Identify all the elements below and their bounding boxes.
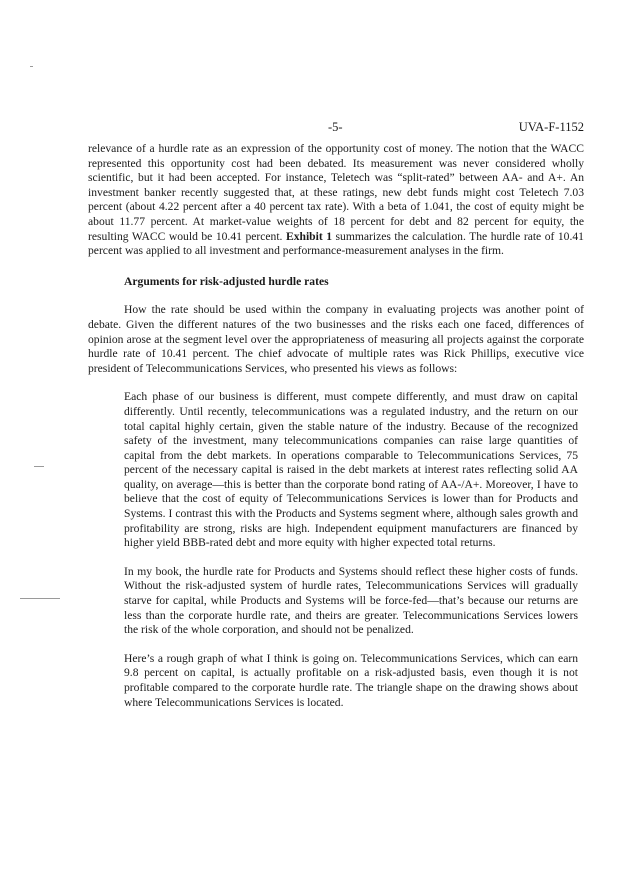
document-id: UVA-F-1152 bbox=[518, 120, 584, 134]
paragraph-text: summarizes the calculation. The hurdle rate of 10.41 percent was applied to all investment and performance-measurement analyses in the firm. bbox=[88, 229, 584, 258]
page-number: -5- bbox=[328, 120, 343, 134]
block-quote: Each phase of our business is different, must compete differently, and must draw on capital differently. Until recently, telecommunications was a regulated industry, and the return on our total capital highly certain, given the stable nature of the industry. Because of the recognized safety of the investment, many telecommunications companies can raise large quantities of capital from the debt markets. In operations comparable to Telecommunications Services, 75 percent of the necessary capital is raised in the debt markets at interest rates reflecting solid AA quality, on average—this is better than the corporate bond rating of AA-/A+. Moreover, I have to believe that the cost of equity of Telecommunications Services is lower than for Products and Systems. I contrast this with the Products and Systems segment where, although sales growth and profitability are strong, risks are high. Independent equipment manufacturers are financed by higher yield BBB-rated debt and more equity with higher expected total returns. bbox=[124, 390, 578, 550]
paragraph: How the rate should be used within the company in evaluating projects was another point of debate. Given the different natures of the two businesses and the risks each one faced, differences of opinion arose at the segment level over the appropriateness of measuring all projects against the corporate hurdle rate of 10.41 percent. The chief advocate of multiple rates was Rick Phillips, executive vice president of Telecommunications Services, who presented his views as follows: bbox=[88, 303, 584, 375]
block-quote: Here’s a rough graph of what I think is going on. Telecommunications Services, which can earn 9.8 percent on capital, is actually profitable on a risk-adjusted basis, even though it is not profitable compared to the corporate hurdle rate. The triangle shape on the drawing shows about where Telecommunications Services is located. bbox=[124, 651, 578, 709]
paragraph-continuation bbox=[88, 142, 584, 259]
scan-mark bbox=[34, 466, 44, 467]
scan-mark bbox=[20, 598, 60, 599]
scan-mark bbox=[30, 66, 33, 67]
paragraph-text: relevance of a hurdle rate as an expression of the opportunity cost of money. The notion that the WACC represented this opportunity cost had been debated. Its measurement was never considered wholly scientific, but it had been accepted. For instance, Teletech was “split-rated” between AA- and A+. An investment banker recently suggested that, at these ratings, new debt funds might cost Teletech 7.03 percent (about 4.22 percent after a 40 percent tax rate). With a beta of 1.041, the cost of equity might be about 11.77 percent. At market-value weights of 18 percent for debt and 82 percent for equity, the resulting WACC would be 10.41 percent. bbox=[88, 142, 584, 243]
exhibit-reference: Exhibit 1 bbox=[285, 229, 333, 243]
block-quote: In my book, the hurdle rate for Products and Systems should reflect these higher costs of funds. Without the risk-adjusted system of hurdle rates, Telecommunications Services will gradually starve for capital, while Products and Systems will be force-fed—that’s because our returns are less than the corporate hurdle rate, and theirs are greater. Telecommunications Services lowers the risk of the whole corporation, and should not be penalized. bbox=[124, 564, 578, 637]
document-body bbox=[88, 142, 584, 710]
section-heading: Arguments for risk-adjusted hurdle rates bbox=[124, 274, 329, 288]
